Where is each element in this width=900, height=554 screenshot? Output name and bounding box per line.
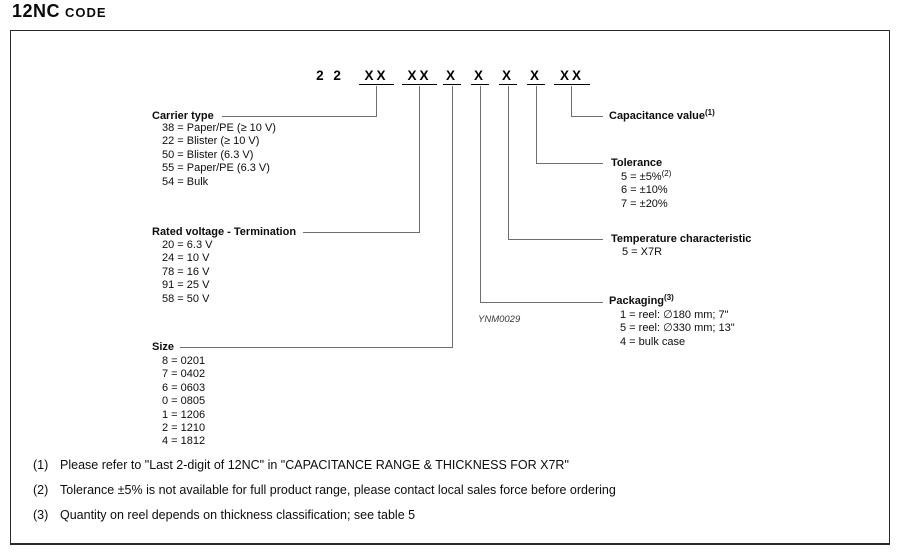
- list-item: 5 = X7R: [622, 246, 663, 258]
- footnote-2: [33, 483, 616, 497]
- connector-line: [419, 86, 420, 232]
- connector-line: [536, 163, 603, 164]
- page-title: [12, 1, 107, 22]
- list-item: 8 = 0201: [162, 355, 206, 367]
- list-item: 6 = ±10%: [621, 184, 668, 197]
- footnote-text: Tolerance ±5% is not available for full product range, please contact local sales force before ordering: [60, 483, 616, 497]
- figure-code: YNM0029: [478, 314, 521, 325]
- size-list: [162, 355, 205, 449]
- packaging-list: [620, 309, 735, 349]
- list-item: 22 = Blister (≥ 10 V): [162, 135, 260, 148]
- list-item: 6 = 0603: [162, 381, 206, 394]
- page-title-main: 12NC: [12, 1, 61, 21]
- code-group-carrier: XX: [359, 68, 394, 85]
- page-title-sub: CODE: [65, 5, 107, 20]
- code-prefix: 2 2: [316, 68, 344, 83]
- footnote-number: (3): [33, 508, 49, 522]
- connector-line: [508, 86, 509, 239]
- list-item: 1 = reel: ∅180 mm; 7": [620, 309, 729, 321]
- footnote-text: Quantity on reel depends on thickness classification; see table 5: [60, 508, 416, 522]
- list-item: 20 = 6.3 V: [162, 239, 213, 251]
- list-item: 4 = bulk case: [620, 335, 686, 348]
- list-item: 0 = 0805: [162, 395, 206, 408]
- list-item: 2 = 1210: [162, 421, 206, 434]
- code-group-packaging: X: [471, 68, 489, 85]
- code-group-voltage: XX: [402, 68, 437, 85]
- connector-line: [508, 239, 603, 240]
- list-item: 38 = Paper/PE (≥ 10 V): [162, 122, 276, 134]
- list-item: 55 = Paper/PE (6.3 V): [162, 162, 270, 175]
- list-item: 91 = 25 V: [162, 279, 210, 292]
- code-group-tolerance: X: [527, 68, 545, 85]
- connector-line: [222, 116, 377, 117]
- footnote-ref-1: (1): [705, 108, 715, 117]
- list-item: 5 = reel: ∅330 mm; 13": [620, 322, 735, 335]
- footnote-ref-3: (3): [664, 293, 674, 302]
- footnote-number: (2): [33, 483, 49, 497]
- list-item: 54 = Bulk: [162, 175, 209, 188]
- connector-line: [303, 232, 420, 233]
- list-item: 7 = ±20%: [621, 197, 668, 210]
- footnote-1: [33, 458, 569, 472]
- list-item: [621, 171, 671, 184]
- packaging-text: Packaging: [609, 295, 665, 307]
- tolerance-list: [621, 171, 671, 211]
- packaging-label: [609, 295, 674, 307]
- code-group-temperature: X: [499, 68, 517, 85]
- list-item: 58 = 50 V: [162, 292, 210, 305]
- footnote-text: Please refer to "Last 2-digit of 12NC" in "CAPACITANCE RANGE & THICKNESS FOR X7R": [60, 458, 569, 472]
- connector-line: [571, 86, 572, 116]
- capacitance-value-label: [609, 110, 715, 122]
- size-label: Size: [152, 341, 175, 353]
- rated-voltage-list: [162, 239, 212, 306]
- connector-line: [376, 86, 377, 116]
- connector-line: [180, 347, 453, 348]
- code-group-size: X: [443, 68, 461, 85]
- list-item: 7 = 0402: [162, 368, 206, 381]
- list-item: 78 = 16 V: [162, 265, 210, 278]
- rated-voltage-label: Rated voltage - Termination: [152, 226, 297, 238]
- connector-line: [571, 116, 603, 117]
- list-item: 4 = 1812: [162, 435, 206, 448]
- connector-line: [480, 86, 481, 302]
- connector-line: [480, 302, 603, 303]
- footnote-number: (1): [33, 458, 49, 472]
- capacitance-value-text: Capacitance value: [609, 110, 705, 122]
- temperature-characteristic-label: Temperature characteristic: [611, 233, 752, 245]
- carrier-type-list: [162, 122, 276, 189]
- list-item: 24 = 10 V: [162, 252, 210, 265]
- footnote-ref-2: (2): [661, 169, 672, 178]
- footnote-3: [33, 508, 415, 522]
- list-item-text: 5 = ±5%: [621, 171, 662, 183]
- code-group-capacitance: XX: [554, 68, 590, 85]
- tolerance-label: Tolerance: [611, 157, 663, 169]
- temperature-characteristic-list: [622, 246, 662, 259]
- list-item: 1 = 1206: [162, 408, 206, 421]
- connector-line: [452, 86, 453, 347]
- carrier-type-label: Carrier type: [152, 110, 214, 122]
- connector-line: [536, 86, 537, 163]
- list-item: 50 = Blister (6.3 V): [162, 148, 254, 161]
